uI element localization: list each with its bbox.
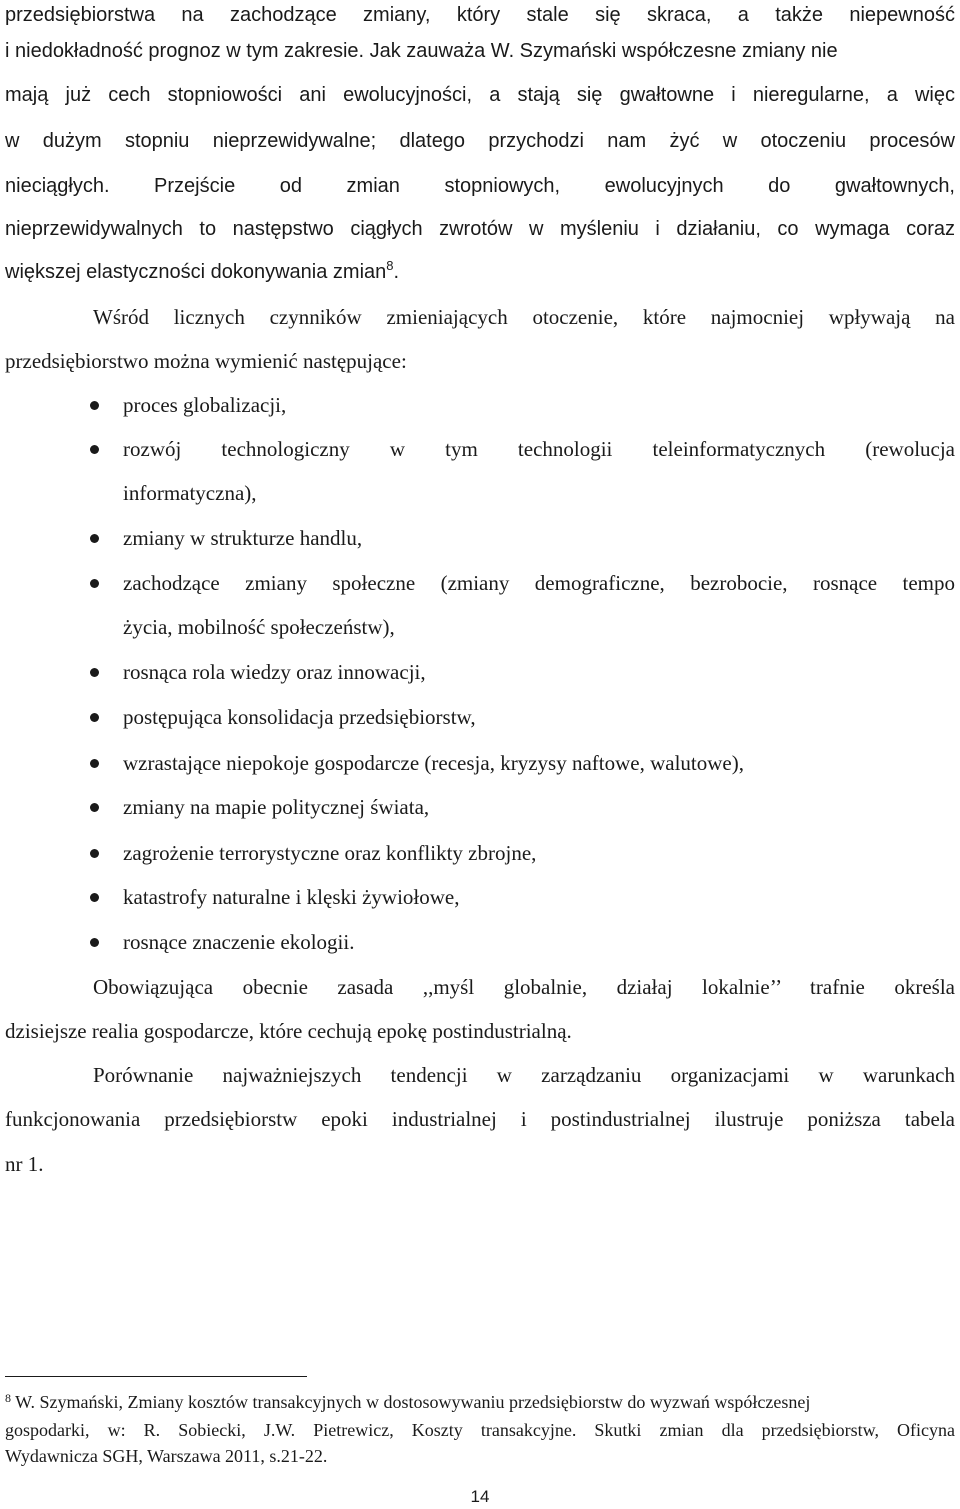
list-item bbox=[90, 927, 955, 957]
list-item bbox=[90, 838, 955, 868]
text-line: i niedokładność prognoz w tym zakresie. Jak zauważa W. Szymański współczesne zmiany nie bbox=[5, 40, 838, 62]
list-item bbox=[90, 523, 955, 553]
footnote-line: gospodarki, w: R. Sobiecki, J.W. Pietrewicz, Koszty transakcyjne. Skutki zmian dla przedsiębiorstw, Oficyna bbox=[5, 1420, 955, 1440]
list-item-text: zmiany na mapie politycznej świata, bbox=[123, 795, 430, 819]
bullet-icon bbox=[90, 668, 99, 677]
bullet-icon bbox=[90, 938, 99, 947]
list-item-text: katastrofy naturalne i klęski żywiołowe, bbox=[123, 885, 460, 909]
bullet-icon bbox=[90, 445, 99, 454]
list-item bbox=[90, 882, 955, 912]
list-item bbox=[90, 434, 955, 464]
list-item bbox=[90, 748, 955, 778]
footnote-separator bbox=[5, 1376, 307, 1377]
list-item-text: rosnące znaczenie ekologii. bbox=[123, 930, 355, 954]
footnote-number: 8 bbox=[5, 1391, 11, 1405]
bullet-icon bbox=[90, 534, 99, 543]
text-line: Porównanie najważniejszych tendencji w zarządzaniu organizacjami w warunkach bbox=[93, 1063, 955, 1087]
bullet-icon bbox=[90, 579, 99, 588]
list-item-text: wzrastające niepokoje gospodarcze (recesja, kryzysy naftowe, walutowe), bbox=[123, 751, 744, 775]
list-item-continuation: życia, mobilność społeczeństw), bbox=[123, 615, 395, 639]
text-line: funkcjonowania przedsiębiorstw epoki industrialnej i postindustrialnej ilustruje poniższa tabela bbox=[5, 1107, 955, 1131]
list-item bbox=[90, 390, 955, 420]
text-line: w dużym stopniu nieprzewidywalne; dlatego przychodzi nam żyć w otoczeniu procesów bbox=[5, 130, 955, 152]
bullet-icon bbox=[90, 401, 99, 410]
text-line: nieciągłych. Przejście od zmian stopniowych, ewolucyjnych do gwałtownych, bbox=[5, 175, 955, 197]
text-line: przedsiębiorstwo można wymienić następujące: bbox=[5, 349, 407, 373]
footnote-line bbox=[5, 1390, 955, 1414]
list-item-text: zachodzące zmiany społeczne (zmiany demograficzne, bezrobocie, rosnące tempo bbox=[123, 571, 955, 595]
text-line: nieprzewidywalnych to następstwo ciągłych zwrotów w myśleniu i działaniu, co wymaga coraz bbox=[5, 218, 955, 240]
text-line-with-footnote bbox=[5, 257, 955, 287]
text-line: Obowiązująca obecnie zasada ,,myśl globalnie, działaj lokalnie’’ trafnie określa bbox=[93, 975, 955, 999]
bullet-icon bbox=[90, 893, 99, 902]
list-item-text: proces globalizacji, bbox=[123, 393, 287, 417]
list-item bbox=[90, 568, 955, 598]
list-item bbox=[90, 702, 955, 732]
list-item-text: rozwój technologiczny w tym technologii teleinformatycznych (rewolucja bbox=[123, 437, 955, 461]
text-line: mają już cech stopniowości ani ewolucyjności, a stają się gwałtowne i nieregularne, a więc bbox=[5, 84, 955, 106]
list-item bbox=[90, 657, 955, 687]
bullet-icon bbox=[90, 849, 99, 858]
footnote-text: W. Szymański, Zmiany kosztów transakcyjnych w dostosowywaniu przedsiębiorstw do wyzwań współczesnej bbox=[11, 1392, 811, 1412]
list-item-text: rosnąca rola wiedzy oraz innowacji, bbox=[123, 660, 426, 684]
list-item bbox=[90, 792, 955, 822]
text-line: dzisiejsze realia gospodarcze, które cechują epokę postindustrialną. bbox=[5, 1019, 572, 1043]
bullet-icon bbox=[90, 713, 99, 722]
page-number: 14 bbox=[470, 1487, 490, 1506]
text-fragment: . bbox=[393, 261, 400, 283]
footnote-reference[interactable]: 8 bbox=[386, 258, 394, 273]
list-item-text: zagrożenie terrorystyczne oraz konflikty zbrojne, bbox=[123, 841, 537, 865]
bullet-icon bbox=[90, 759, 99, 768]
footnote-line: Wydawnicza SGH, Warszawa 2011, s.21-22. bbox=[5, 1446, 328, 1466]
bullet-icon bbox=[90, 803, 99, 812]
text-fragment: większej elastyczności dokonywania zmian bbox=[5, 261, 387, 283]
list-item-continuation: informatyczna), bbox=[123, 481, 257, 505]
text-line: Wśród licznych czynników zmieniających otoczenie, które najmocniej wpływają na bbox=[93, 305, 955, 329]
list-item-text: zmiany w strukturze handlu, bbox=[123, 526, 363, 550]
text-line: przedsiębiorstwa na zachodzące zmiany, który stale się skraca, a także niepewność bbox=[5, 4, 955, 26]
text-line: nr 1. bbox=[5, 1152, 44, 1176]
list-item-text: postępująca konsolidacja przedsiębiorstw, bbox=[123, 705, 476, 729]
